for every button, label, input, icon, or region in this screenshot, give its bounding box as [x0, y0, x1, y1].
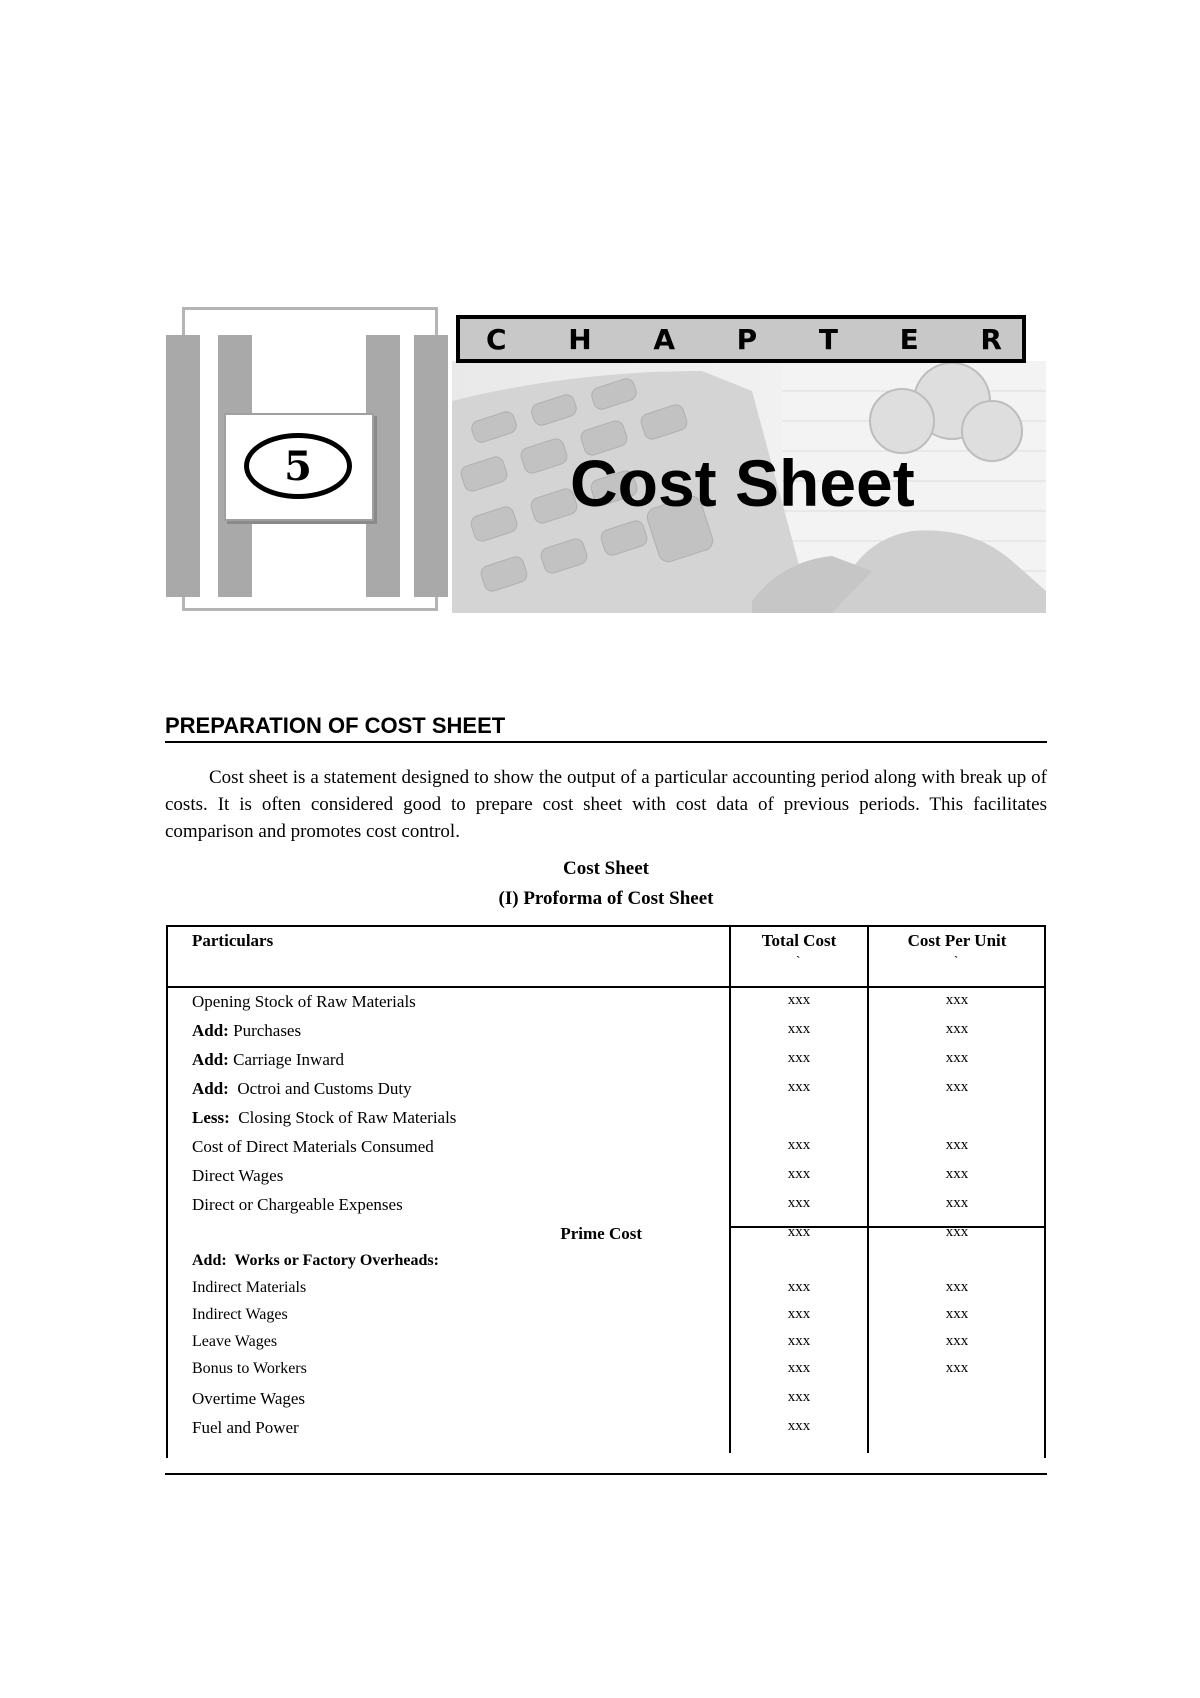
row-label: Indirect Materials: [192, 1279, 307, 1296]
cost-sheet-table: [166, 925, 1046, 1458]
header-total-cost: Total Cost: [761, 931, 837, 950]
row-total-cost: xxx: [787, 1079, 811, 1095]
row-prefix: Add:: [192, 1050, 229, 1069]
row-total-cost: xxx: [787, 1389, 811, 1405]
row-cost-per-unit: xxx: [945, 1166, 969, 1182]
row-total-cost: xxx: [787, 1418, 811, 1434]
currency-mark: `: [954, 953, 959, 968]
page-footer-rule: [165, 1473, 1047, 1475]
row-label: Octroi and Customs Duty: [237, 1079, 412, 1098]
chapter-number: 5: [244, 433, 352, 499]
chapter-letter: E: [899, 322, 919, 356]
banner-bar: [166, 335, 200, 597]
header-particulars: Particulars: [192, 931, 274, 950]
chapter-letter: A: [653, 322, 675, 356]
chapter-title: Cost Sheet: [570, 446, 915, 520]
table-border-left: [166, 925, 168, 1458]
chapter-banner: [166, 305, 1046, 615]
table-header-rule: [166, 986, 1046, 988]
row-cost-per-unit: xxx: [945, 1306, 969, 1322]
row-total-cost: xxx: [787, 1360, 811, 1376]
row-label: Leave Wages: [192, 1333, 278, 1350]
row-total-cost: xxx: [787, 1021, 811, 1037]
row-label: Indirect Wages: [192, 1306, 288, 1323]
row-cost-per-unit: xxx: [945, 1333, 969, 1349]
row-total-cost: xxx: [787, 1333, 811, 1349]
row-cost-per-unit: xxx: [945, 1021, 969, 1037]
chapter-letter: P: [736, 322, 758, 356]
row-cost-per-unit: xxx: [945, 1137, 969, 1153]
row-label: Prime Cost: [560, 1224, 642, 1243]
chapter-letter: C: [486, 322, 507, 356]
banner-bar: [414, 335, 448, 597]
row-cost-per-unit: xxx: [945, 1195, 969, 1211]
row-prefix: Less:: [192, 1108, 230, 1127]
row-total-cost: xxx: [787, 1195, 811, 1211]
row-cost-per-unit: xxx: [945, 1079, 969, 1095]
chapter-letter: R: [980, 322, 1002, 356]
row-label: Cost of Direct Materials Consumed: [192, 1137, 434, 1156]
row-label: Carriage Inward: [233, 1050, 345, 1069]
table-border-top: [166, 925, 1046, 927]
row-label: Bonus to Workers: [192, 1360, 307, 1377]
intro-paragraph: Cost sheet is a statement designed to show the output of a particular accounting period along with break up of costs. It is often considered good to prepare cost sheet with cost data of previous periods. This facilitates comparison and promotes cost control.: [165, 767, 1047, 842]
row-prefix: Add:: [192, 1252, 227, 1269]
row-total-cost: xxx: [787, 1306, 811, 1322]
header-cost-per-unit: Cost Per Unit: [907, 931, 1007, 950]
row-total-cost: xxx: [787, 1050, 811, 1066]
row-cost-per-unit: xxx: [945, 1224, 969, 1240]
row-label: Direct or Chargeable Expenses: [192, 1195, 403, 1214]
row-cost-per-unit: xxx: [945, 1360, 969, 1376]
row-prefix: Add:: [192, 1079, 229, 1098]
chapter-letter: H: [568, 322, 592, 356]
row-label: Fuel and Power: [192, 1418, 299, 1437]
row-label: Opening Stock of Raw Materials: [192, 992, 416, 1011]
row-cost-per-unit: xxx: [945, 1050, 969, 1066]
row-label: Direct Wages: [192, 1166, 284, 1185]
row-total-cost: xxx: [787, 1279, 811, 1295]
row-cost-per-unit: xxx: [945, 1279, 969, 1295]
chapter-label-bar: [456, 315, 1026, 363]
row-total-cost: xxx: [787, 1224, 811, 1240]
row-label: Purchases: [233, 1021, 302, 1040]
row-total-cost: xxx: [787, 1137, 811, 1153]
row-label: Closing Stock of Raw Materials: [238, 1108, 457, 1127]
cost-sheet-title: Cost Sheet: [562, 858, 650, 879]
row-label: Works or Factory Overheads:: [234, 1252, 439, 1269]
section-heading: PREPARATION OF COST SHEET: [165, 713, 1047, 743]
currency-mark: `: [796, 953, 801, 968]
row-cost-per-unit: xxx: [945, 992, 969, 1008]
row-label: Overtime Wages: [192, 1389, 306, 1408]
chapter-number-box: [224, 413, 374, 521]
row-total-cost: xxx: [787, 992, 811, 1008]
chapter-letter: T: [818, 322, 838, 356]
row-prefix: Add:: [192, 1021, 229, 1040]
row-total-cost: xxx: [787, 1166, 811, 1182]
cost-sheet-subtitle: (I) Proforma of Cost Sheet: [498, 888, 714, 909]
